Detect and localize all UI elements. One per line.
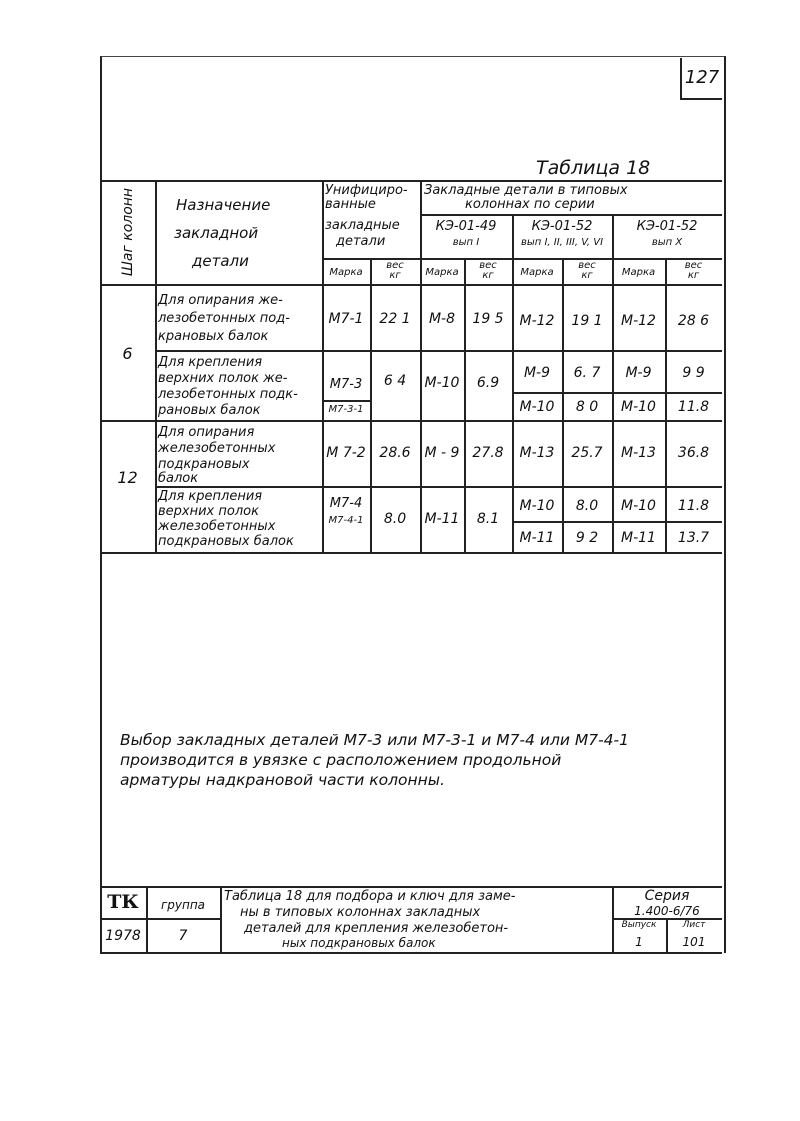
page-number: 127 — [680, 58, 722, 100]
stamp-title: Таблица 18 для подбора и ключ для заме- — [224, 889, 516, 904]
stamp-title: ных подкрановых балок — [282, 936, 436, 950]
grid-line — [464, 258, 466, 554]
subheader-weight: вес кг — [578, 260, 596, 281]
cell-weight: 8.0 — [575, 498, 599, 514]
cell-weight: 11.8 — [677, 399, 710, 415]
stamp-sheet-label: Лист — [682, 920, 706, 930]
cell-weight: 8.0 — [383, 511, 407, 527]
stamp-group: 7 — [178, 928, 188, 944]
subheader-mark: Марка — [520, 267, 554, 278]
cell-mark: М-10 — [519, 399, 555, 415]
subheader-mark: Марка — [329, 267, 363, 278]
grid-line — [322, 400, 370, 402]
row-purpose: Для крепления — [158, 355, 263, 370]
cell-mark: М-10 — [424, 375, 460, 391]
cell-mark: М-9 — [523, 365, 551, 381]
row-purpose: верхних полок — [158, 504, 259, 519]
cell-mark: М-11 — [621, 530, 656, 546]
cell-mark: М 7-2 — [326, 445, 366, 461]
row-purpose: лезобетонных под- — [158, 311, 290, 326]
cell-weight: 11.8 — [677, 498, 710, 514]
step-value-6: 6 — [122, 344, 133, 363]
cell-mark: М - 9 — [424, 445, 460, 461]
stamp-title: деталей для крепления железобетон- — [244, 921, 509, 936]
cell-mark: М-10 — [621, 498, 656, 514]
table-caption: Таблица 18 — [536, 157, 651, 179]
cell-mark: М7-4 — [329, 496, 363, 511]
cell-weight: 8.1 — [476, 511, 500, 527]
cell-weight: 28.6 — [379, 445, 411, 461]
subheader-weight: вес кг — [684, 260, 703, 281]
cell-weight: 28 6 — [677, 313, 710, 329]
grid-line — [322, 258, 722, 260]
grid-line — [100, 284, 722, 286]
row-purpose: Для опирания — [158, 425, 255, 440]
cell-weight: 6.9 — [476, 375, 500, 391]
cell-mark: М-9 — [625, 365, 652, 381]
cell-mark: М7-3 — [329, 377, 363, 392]
step-value-12: 12 — [117, 468, 138, 487]
note-text: Выбор закладных деталей М7-3 или М7-3-1 и М7-4 или М7-4-1 производится в увязке с расположением продольной арматуры надкрановой части колонны. — [120, 731, 630, 789]
cell-weight: 25.7 — [571, 445, 603, 461]
grid-line — [512, 521, 722, 523]
cell-weight: 13.7 — [677, 530, 710, 546]
header-step: Шаг колонн — [120, 187, 136, 277]
grid-line — [100, 420, 722, 422]
row-purpose: верхних полок же- — [158, 371, 288, 386]
cell-weight: 19 1 — [571, 313, 603, 329]
cell-weight: 9 9 — [682, 365, 705, 381]
cell-weight: 36.8 — [677, 445, 710, 461]
cell-mark: М-13 — [519, 445, 555, 461]
row-purpose: железобетонных — [158, 519, 276, 534]
grid-line — [155, 350, 722, 352]
cell-weight: 27.8 — [472, 445, 504, 461]
cell-mark: М-11 — [424, 511, 460, 527]
row-purpose: подкрановых — [158, 457, 250, 472]
stamp-title: ны в типовых колоннах закладных — [240, 905, 481, 920]
stamp-series: 1.400-6/76 — [634, 904, 700, 918]
row-purpose: лезобетонных подк- — [158, 387, 298, 402]
row-purpose: крановых балок — [158, 329, 269, 344]
cell-mark: М7-3-1 — [328, 404, 364, 415]
grid-line — [370, 258, 372, 554]
cell-mark: М-8 — [428, 311, 456, 327]
stamp-group-label: группа — [160, 898, 206, 912]
cell-mark: М7-1 — [328, 311, 364, 327]
subheader-weight: вес кг — [386, 260, 404, 281]
stamp-issue-label: Выпуск — [621, 920, 657, 930]
cell-mark: М-13 — [621, 445, 656, 461]
cell-mark: М-12 — [621, 313, 656, 329]
stamp-sheet: 101 — [682, 935, 706, 949]
stamp-org: ТК — [107, 891, 139, 913]
grid-line — [100, 180, 722, 182]
cell-mark: М-12 — [519, 313, 555, 329]
cell-weight: 19 5 — [472, 311, 504, 327]
row-purpose: Для опирания же- — [158, 293, 283, 308]
row-purpose: рановых балок — [158, 403, 261, 418]
grid-line — [155, 180, 157, 554]
row-purpose: железобетонных — [158, 441, 276, 456]
cell-weight: 9 2 — [575, 530, 599, 546]
cell-weight: 6. 7 — [573, 365, 601, 381]
cell-mark: М7-4-1 — [328, 515, 364, 526]
stamp-year: 1978 — [105, 928, 141, 944]
stamp-series-label: Серия — [644, 888, 690, 904]
subheader-mark: Марка — [425, 267, 459, 278]
subheader-mark: Марка — [621, 267, 656, 278]
cell-mark: М-10 — [621, 399, 656, 415]
cell-weight: 6 4 — [383, 373, 407, 389]
grid-line — [512, 392, 722, 394]
cell-mark: М-10 — [519, 498, 555, 514]
row-purpose: Для крепления — [158, 489, 263, 504]
grid-line — [155, 486, 722, 488]
cell-weight: 22 1 — [379, 311, 411, 327]
row-purpose: подкрановых балок — [158, 534, 294, 549]
cell-mark: М-11 — [519, 530, 555, 546]
grid-line — [100, 552, 722, 554]
row-purpose: балок — [158, 471, 199, 486]
grid-line — [420, 180, 422, 554]
subheader-weight: вес кг — [479, 260, 497, 281]
cell-weight: 8 0 — [575, 399, 599, 415]
grid-line — [420, 214, 722, 216]
stamp-issue: 1 — [635, 935, 643, 949]
